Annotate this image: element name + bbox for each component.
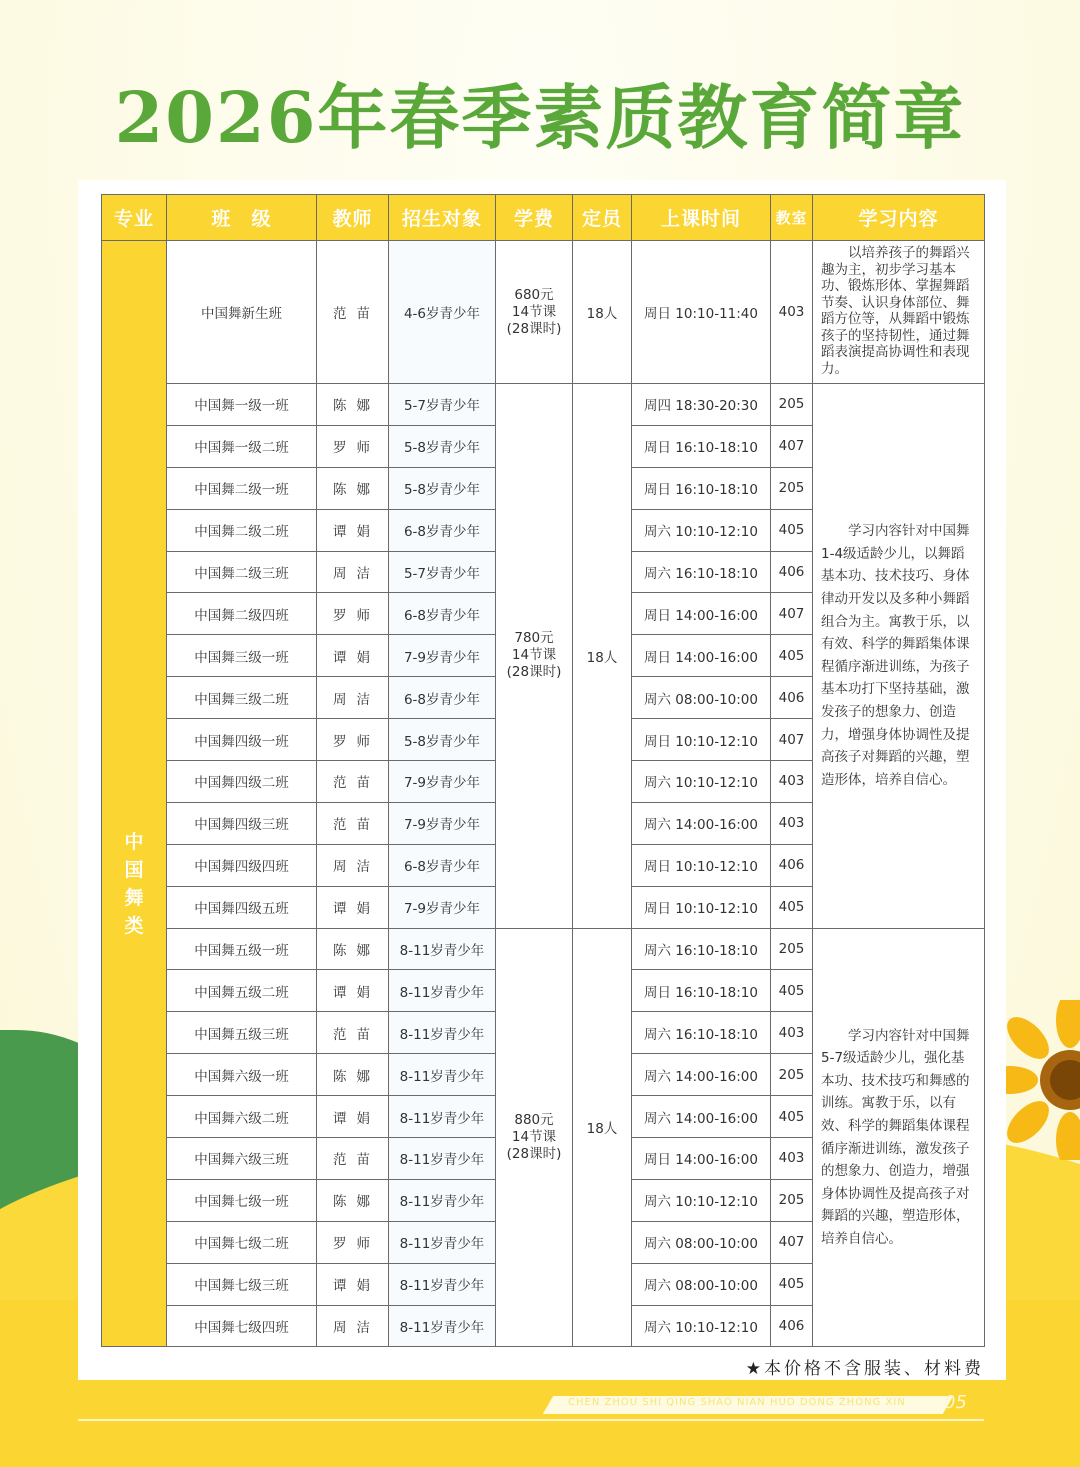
header-time: 上课时间 xyxy=(632,195,771,241)
teacher-cell: 谭娟 xyxy=(317,886,389,928)
room-cell: 205 xyxy=(771,1179,813,1221)
teacher-cell: 罗师 xyxy=(317,425,389,467)
age-cell: 8-11岁青少年 xyxy=(389,1138,496,1180)
age-cell: 8-11岁青少年 xyxy=(389,928,496,970)
time-cell: 周日 14:00-16:00 xyxy=(632,635,771,677)
age-cell: 8-11岁青少年 xyxy=(389,1054,496,1096)
class-name-cell: 中国舞七级四班 xyxy=(167,1305,317,1347)
teacher-cell: 范苗 xyxy=(317,802,389,844)
time-cell: 周六 14:00-16:00 xyxy=(632,802,771,844)
teacher-cell: 罗师 xyxy=(317,1221,389,1263)
room-cell: 403 xyxy=(771,802,813,844)
teacher-cell: 谭娟 xyxy=(317,509,389,551)
teacher-cell: 谭娟 xyxy=(317,635,389,677)
age-cell: 6-8岁青少年 xyxy=(389,509,496,551)
teacher-cell: 周洁 xyxy=(317,1305,389,1347)
category-char: 国 xyxy=(124,858,144,881)
teacher-cell: 谭娟 xyxy=(317,970,389,1012)
time-cell: 周六 10:10-12:10 xyxy=(632,1179,771,1221)
time-cell: 周日 10:10-12:10 xyxy=(632,886,771,928)
class-name-cell: 中国舞四级五班 xyxy=(167,886,317,928)
age-cell: 8-11岁青少年 xyxy=(389,1305,496,1347)
header-target: 招生对象 xyxy=(389,195,496,241)
time-cell: 周六 14:00-16:00 xyxy=(632,1096,771,1138)
class-name-cell: 中国舞五级一班 xyxy=(167,928,317,970)
age-cell: 7-9岁青少年 xyxy=(389,886,496,928)
age-cell: 4-6岁青少年 xyxy=(389,241,496,384)
age-cell: 8-11岁青少年 xyxy=(389,1263,496,1305)
capacity-cell: 18人 xyxy=(573,384,632,929)
time-cell: 周六 10:10-12:10 xyxy=(632,1305,771,1347)
room-cell: 403 xyxy=(771,1012,813,1054)
age-cell: 7-9岁青少年 xyxy=(389,761,496,803)
age-cell: 6-8岁青少年 xyxy=(389,677,496,719)
age-cell: 8-11岁青少年 xyxy=(389,1221,496,1263)
capacity-cell: 18人 xyxy=(573,241,632,384)
fee-cell xyxy=(496,384,573,929)
teacher-cell: 范苗 xyxy=(317,761,389,803)
room-cell: 405 xyxy=(771,970,813,1012)
footer-divider xyxy=(78,1419,984,1421)
class-name-cell: 中国舞五级二班 xyxy=(167,970,317,1012)
room-cell: 205 xyxy=(771,1054,813,1096)
class-name-cell: 中国舞六级二班 xyxy=(167,1096,317,1138)
time-cell: 周六 08:00-10:00 xyxy=(632,677,771,719)
class-name-cell: 中国舞七级二班 xyxy=(167,1221,317,1263)
time-cell: 周六 10:10-12:10 xyxy=(632,509,771,551)
room-cell: 406 xyxy=(771,677,813,719)
time-cell: 周日 16:10-18:10 xyxy=(632,467,771,509)
age-cell: 8-11岁青少年 xyxy=(389,1179,496,1221)
teacher-cell: 陈娜 xyxy=(317,928,389,970)
age-cell: 5-7岁青少年 xyxy=(389,551,496,593)
teacher-cell: 罗师 xyxy=(317,593,389,635)
footer-pinyin: CHEN ZHOU SHI QING SHAO NIAN HUO DONG ZHONG XIN xyxy=(568,1397,906,1408)
room-cell: 403 xyxy=(771,241,813,384)
page-title: 2026年春季素质教育简章 xyxy=(114,76,966,159)
price-note: ★本价格不含服装、材料费 xyxy=(745,1359,984,1379)
sunflower-icon xyxy=(1000,1000,1080,1160)
time-cell: 周日 10:10-11:40 xyxy=(632,241,771,384)
category-char: 中 xyxy=(124,830,144,853)
teacher-cell: 范苗 xyxy=(317,1012,389,1054)
teacher-cell: 陈娜 xyxy=(317,467,389,509)
teacher-cell: 周洁 xyxy=(317,677,389,719)
age-cell: 6-8岁青少年 xyxy=(389,844,496,886)
room-cell: 407 xyxy=(771,1221,813,1263)
teacher-cell: 周洁 xyxy=(317,551,389,593)
room-cell: 205 xyxy=(771,928,813,970)
class-name-cell: 中国舞二级三班 xyxy=(167,551,317,593)
room-cell: 403 xyxy=(771,1138,813,1180)
fee-line: 14节课 xyxy=(511,303,557,320)
teacher-cell: 范苗 xyxy=(317,1138,389,1180)
time-cell: 周六 14:00-16:00 xyxy=(632,1054,771,1096)
age-cell: 8-11岁青少年 xyxy=(389,1096,496,1138)
class-name-cell: 中国舞二级一班 xyxy=(167,467,317,509)
room-cell: 405 xyxy=(771,886,813,928)
fee-line: (28课时) xyxy=(506,664,562,681)
class-name-cell: 中国舞四级四班 xyxy=(167,844,317,886)
fee-line: 14节课 xyxy=(511,1129,557,1146)
category-cell xyxy=(102,241,167,1347)
class-name-cell: 中国舞三级一班 xyxy=(167,635,317,677)
capacity-cell: 18人 xyxy=(573,928,632,1347)
teacher-cell: 周洁 xyxy=(317,844,389,886)
age-cell: 5-8岁青少年 xyxy=(389,719,496,761)
room-cell: 205 xyxy=(771,467,813,509)
content-cell: 学习内容针对中国舞5-7级适龄少儿，强化基本功、技术技巧和舞感的训练。寓教于乐，以有效、科学的舞蹈集体课程循序渐进训练，激发孩子的想象力、创造力，增强身体协调性及提高孩子对舞蹈的兴趣，塑造形体，培养自信心。 xyxy=(813,928,985,1347)
class-name-cell: 中国舞五级三班 xyxy=(167,1012,317,1054)
room-cell: 407 xyxy=(771,425,813,467)
time-cell: 周日 10:10-12:10 xyxy=(632,844,771,886)
age-cell: 7-9岁青少年 xyxy=(389,635,496,677)
teacher-cell: 陈娜 xyxy=(317,1179,389,1221)
class-name-cell: 中国舞二级四班 xyxy=(167,593,317,635)
time-cell: 周六 08:00-10:00 xyxy=(632,1263,771,1305)
table-row xyxy=(102,928,985,970)
room-cell: 406 xyxy=(771,1305,813,1347)
header-teacher: 教师 xyxy=(317,195,389,241)
class-name-cell: 中国舞六级三班 xyxy=(167,1138,317,1180)
fee-cell xyxy=(496,241,573,384)
teacher-cell: 范苗 xyxy=(317,241,389,384)
teacher-cell: 陈娜 xyxy=(317,1054,389,1096)
header-major: 专业 xyxy=(102,195,167,241)
fee-line: 780元 xyxy=(514,630,554,647)
fee-line: 880元 xyxy=(514,1112,554,1129)
page-number: 05 xyxy=(944,1392,967,1413)
room-cell: 405 xyxy=(771,1263,813,1305)
room-cell: 406 xyxy=(771,551,813,593)
class-name-cell: 中国舞六级一班 xyxy=(167,1054,317,1096)
room-cell: 407 xyxy=(771,719,813,761)
room-cell: 405 xyxy=(771,1096,813,1138)
header-fee: 学费 xyxy=(496,195,573,241)
class-name-cell: 中国舞三级二班 xyxy=(167,677,317,719)
class-name-cell: 中国舞二级二班 xyxy=(167,509,317,551)
time-cell: 周六 10:10-12:10 xyxy=(632,761,771,803)
age-cell: 8-11岁青少年 xyxy=(389,970,496,1012)
fee-line: 14节课 xyxy=(511,647,557,664)
class-name-cell: 中国舞四级二班 xyxy=(167,761,317,803)
age-cell: 8-11岁青少年 xyxy=(389,1012,496,1054)
time-cell: 周日 16:10-18:10 xyxy=(632,425,771,467)
room-cell: 406 xyxy=(771,844,813,886)
room-cell: 405 xyxy=(771,635,813,677)
room-cell: 205 xyxy=(771,384,813,426)
class-name-cell: 中国舞一级二班 xyxy=(167,425,317,467)
class-name-cell: 中国舞新生班 xyxy=(167,241,317,384)
teacher-cell: 谭娟 xyxy=(317,1263,389,1305)
class-name-cell: 中国舞四级一班 xyxy=(167,719,317,761)
room-cell: 405 xyxy=(771,509,813,551)
teacher-cell: 陈娜 xyxy=(317,384,389,426)
fee-cell xyxy=(496,928,573,1347)
teacher-cell: 罗师 xyxy=(317,719,389,761)
class-name-cell: 中国舞四级三班 xyxy=(167,802,317,844)
fee-line: (28课时) xyxy=(506,320,562,337)
table-header-row xyxy=(102,195,985,241)
age-cell: 5-8岁青少年 xyxy=(389,425,496,467)
table-row xyxy=(102,384,985,426)
fee-line: 680元 xyxy=(514,286,554,303)
time-cell: 周日 14:00-16:00 xyxy=(632,1138,771,1180)
time-cell: 周六 08:00-10:00 xyxy=(632,1221,771,1263)
class-name-cell: 中国舞一级一班 xyxy=(167,384,317,426)
header-room: 教室 xyxy=(771,195,813,241)
time-cell: 周四 18:30-20:30 xyxy=(632,384,771,426)
age-cell: 5-8岁青少年 xyxy=(389,467,496,509)
time-cell: 周六 16:10-18:10 xyxy=(632,1012,771,1054)
time-cell: 周日 14:00-16:00 xyxy=(632,593,771,635)
table-row xyxy=(102,241,985,384)
class-name-cell: 中国舞七级三班 xyxy=(167,1263,317,1305)
category-char: 舞 xyxy=(124,886,144,909)
teacher-cell: 谭娟 xyxy=(317,1096,389,1138)
content-cell: 学习内容针对中国舞1-4级适龄少儿，以舞蹈基本功、技术技巧、身体律动开发以及多种小舞蹈组合为主。寓教于乐，以有效、科学的舞蹈集体课程循序渐进训练，为孩子基本功打下坚持基础，激发孩子的想象力、创造力，增强身体协调性及提高孩子对舞蹈的兴趣，塑造形体，培养自信心。 xyxy=(813,384,985,929)
category-char: 类 xyxy=(124,914,144,937)
time-cell: 周六 16:10-18:10 xyxy=(632,928,771,970)
age-cell: 7-9岁青少年 xyxy=(389,802,496,844)
room-cell: 403 xyxy=(771,761,813,803)
fee-line: (28课时) xyxy=(506,1146,562,1163)
time-cell: 周日 10:10-12:10 xyxy=(632,719,771,761)
header-class: 班 级 xyxy=(167,195,317,241)
time-cell: 周六 16:10-18:10 xyxy=(632,551,771,593)
schedule-table xyxy=(101,194,985,1347)
content-cell: 以培养孩子的舞蹈兴趣为主，初步学习基本功、锻炼形体、掌握舞蹈节奏、认识身体部位、舞蹈方位等，从舞蹈中锻炼孩子的坚持韧性，通过舞蹈表演提高协调性和表现力。 xyxy=(813,241,985,384)
age-cell: 5-7岁青少年 xyxy=(389,384,496,426)
room-cell: 407 xyxy=(771,593,813,635)
header-capacity: 定员 xyxy=(573,195,632,241)
time-cell: 周日 16:10-18:10 xyxy=(632,970,771,1012)
class-name-cell: 中国舞七级一班 xyxy=(167,1179,317,1221)
header-content: 学习内容 xyxy=(813,195,985,241)
age-cell: 6-8岁青少年 xyxy=(389,593,496,635)
